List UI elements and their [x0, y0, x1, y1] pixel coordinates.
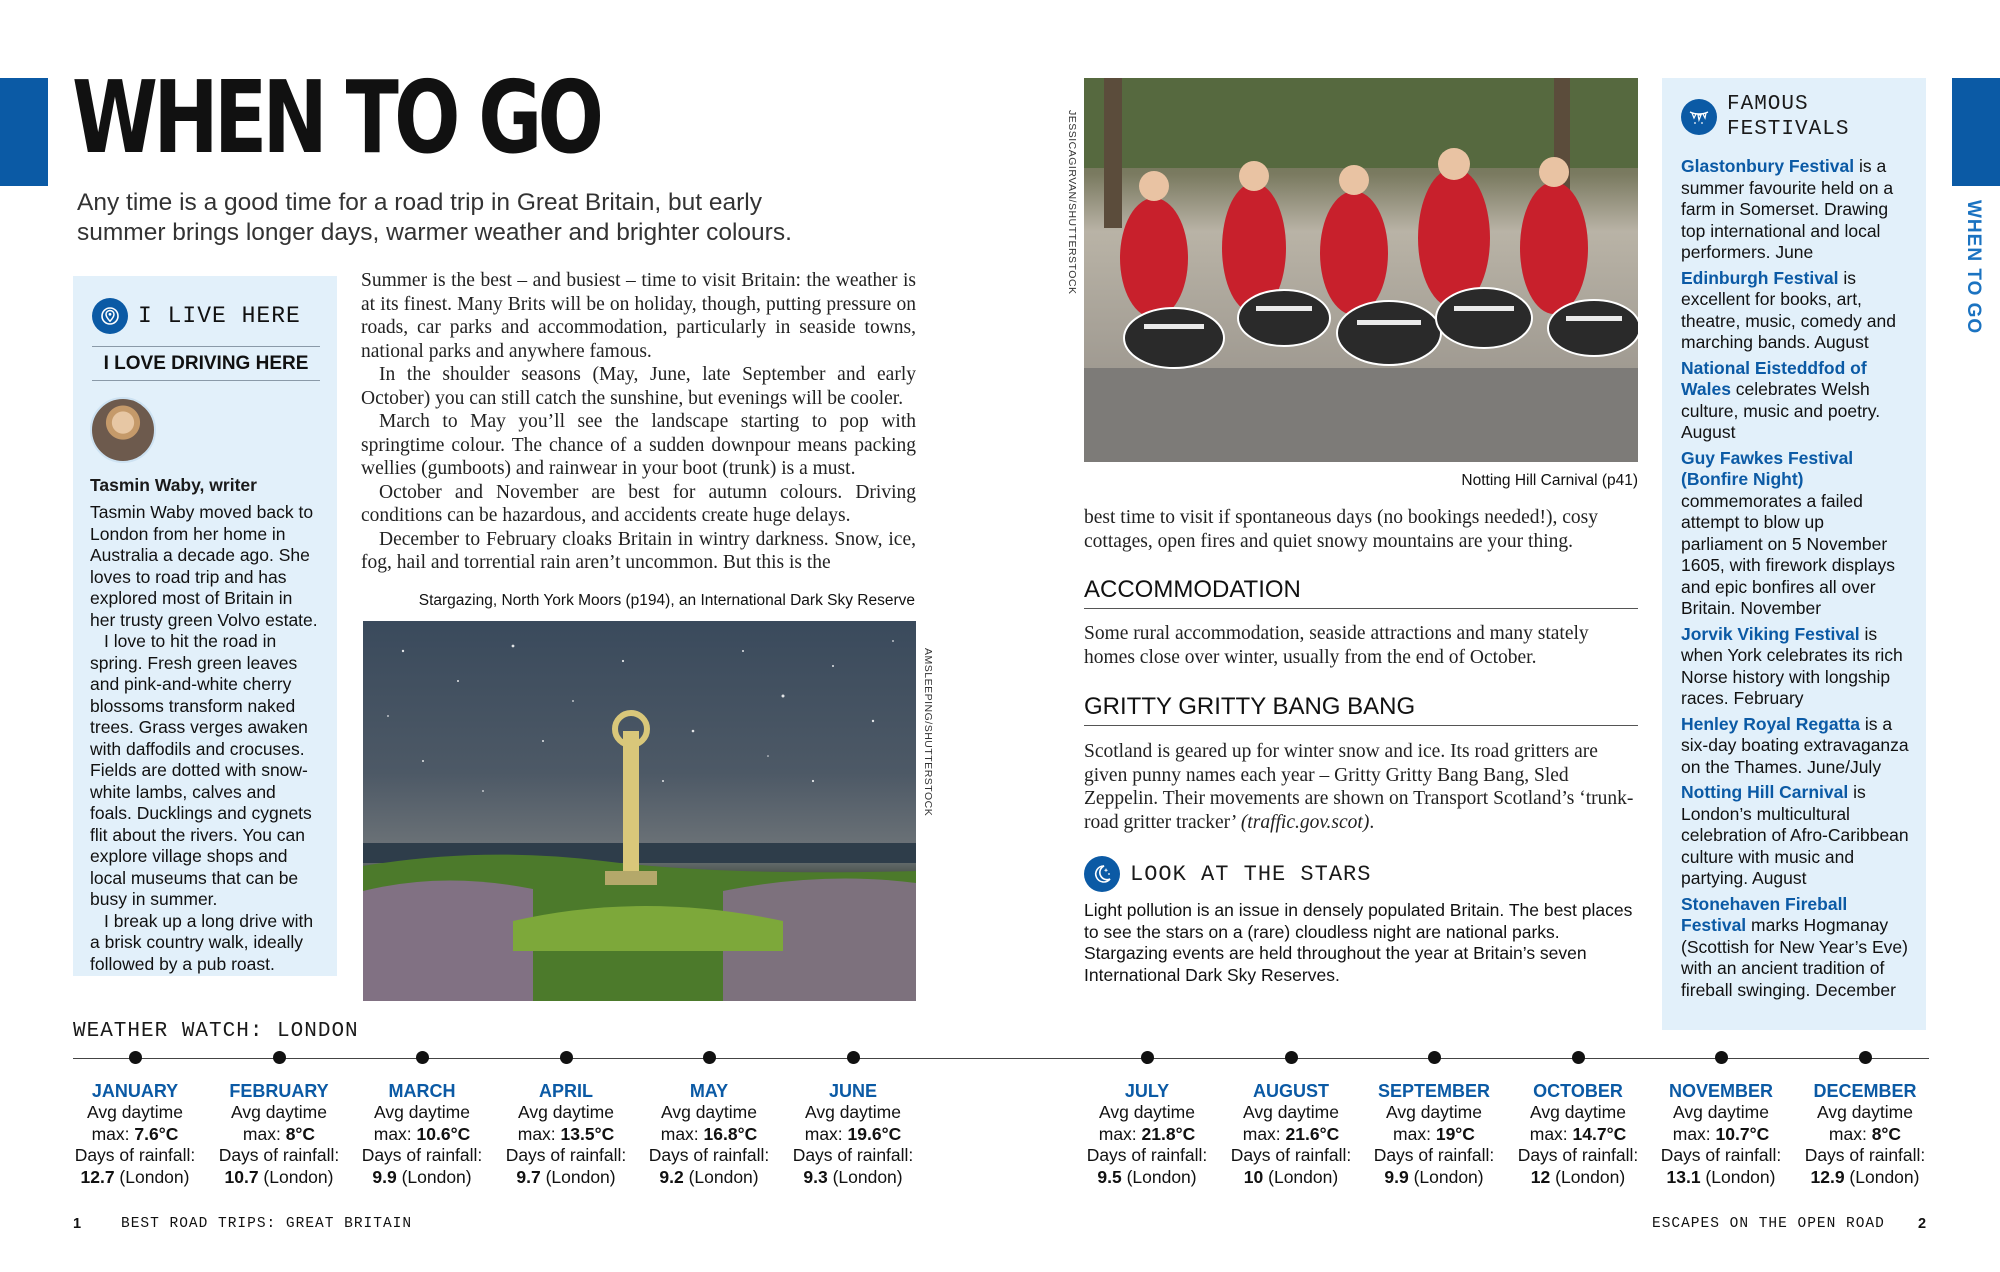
timeline-dot: [1428, 1051, 1441, 1064]
rainfall-label: Days of rainfall:: [648, 1145, 770, 1165]
rainfall-days: [209, 1167, 349, 1189]
gritty-link[interactable]: (traffic.gov.scot): [1240, 811, 1370, 833]
max-temperature: [1508, 1124, 1648, 1146]
max-temperature: [1651, 1124, 1791, 1146]
avg-daytime-label: Avg daytime: [231, 1102, 327, 1122]
max-label: max:: [660, 1123, 704, 1144]
max-value: 7.6°C: [134, 1123, 179, 1144]
look-at-the-stars-label: LOOK AT THE STARS: [1130, 861, 1372, 887]
rainfall-value: 12.9: [1810, 1166, 1845, 1187]
rainfall-days: [1795, 1167, 1935, 1189]
month-name: DECEMBER: [1813, 1081, 1917, 1101]
rainfall-label: Days of rainfall:: [218, 1145, 340, 1165]
max-value: 13.5°C: [560, 1123, 615, 1144]
avg-daytime-label: Avg daytime: [374, 1102, 470, 1122]
rainfall-value: 12.7: [80, 1166, 115, 1187]
rainfall-value: 9.7: [516, 1166, 541, 1187]
max-value: 8°C: [1871, 1123, 1902, 1144]
rainfall-suffix: (London): [1550, 1166, 1626, 1187]
right-running-foot: ESCAPES ON THE OPEN ROAD: [1652, 1216, 1885, 1232]
famous-festivals-line1: FAMOUS: [1727, 93, 1809, 116]
festival-description: commemorates a failed attempt to blow up parliament on 5 November 1605, with firework displays and epic bonfires all over Britain. November: [1681, 490, 1895, 618]
look-at-the-stars-header: [1084, 856, 1371, 892]
festival-name: Jorvik Viking Festival: [1681, 623, 1860, 644]
month-name: MARCH: [388, 1081, 456, 1101]
avg-daytime-label: Avg daytime: [1530, 1102, 1626, 1122]
rainfall-label: Days of rainfall:: [792, 1145, 914, 1165]
avg-daytime-label: Avg daytime: [1817, 1102, 1913, 1122]
rainfall-suffix: (London): [1121, 1166, 1197, 1187]
left-running-foot: BEST ROAD TRIPS: GREAT BRITAIN: [121, 1216, 413, 1232]
rainfall-suffix: (London): [683, 1166, 759, 1187]
month-march: [352, 1051, 492, 1188]
rainfall-days: [1508, 1167, 1648, 1189]
author-name: Tasmin Waby, writer: [90, 475, 257, 495]
month-name: AUGUST: [1253, 1081, 1329, 1101]
timeline-dot: [1859, 1051, 1872, 1064]
rainfall-label: Days of rainfall:: [1373, 1145, 1495, 1165]
i-live-here-header: [92, 298, 320, 334]
festival-item: [1681, 268, 1910, 354]
festival-name: Stonehaven Fireball Festival: [1681, 893, 1848, 935]
max-temperature: [783, 1124, 923, 1146]
moon-stars-icon: [1084, 856, 1120, 892]
timeline-dot: [703, 1051, 716, 1064]
month-december: [1795, 1051, 1935, 1188]
max-label: max:: [91, 1123, 135, 1144]
author-bio: [90, 502, 320, 975]
avg-daytime-label: Avg daytime: [805, 1102, 901, 1122]
rainfall-label: Days of rainfall:: [505, 1145, 627, 1165]
festival-name: Henley Royal Regatta: [1681, 713, 1860, 734]
article-paragraph: December to February cloaks Britain in wintry darkness. Snow, ice, fog, hail and torrential rain aren’t uncommon. But this is the: [361, 528, 916, 573]
rainfall-value: 12: [1530, 1166, 1551, 1187]
max-label: max:: [1529, 1123, 1573, 1144]
month-name: APRIL: [539, 1081, 593, 1101]
rainfall-suffix: (London): [1700, 1166, 1776, 1187]
avg-daytime-label: Avg daytime: [87, 1102, 183, 1122]
i-love-driving-subtitle: I LOVE DRIVING HERE: [92, 346, 320, 381]
rainfall-label: Days of rainfall:: [74, 1145, 196, 1165]
author-avatar: [90, 397, 156, 463]
carnival-photo-credit: JESSICAGIRVAN/SHUTTERSTOCK: [1066, 110, 1078, 295]
stargazing-photo-caption: Stargazing, North York Moors (p194), an International Dark Sky Reserve: [418, 592, 915, 609]
gritty-end: .: [1369, 811, 1375, 833]
festival-item: [1681, 156, 1910, 264]
month-name: SEPTEMBER: [1377, 1081, 1491, 1101]
avg-daytime-label: Avg daytime: [1386, 1102, 1482, 1122]
max-label: max:: [804, 1123, 848, 1144]
gritty-body: Scotland is geared up for winter snow and ice. Its road gritters are given punny names each year – Gritty Gritty Bang Bang, Sled Zeppelin. Their movements are shown on Transport Scotland’s ‘trunk-road gritter tracker’: [1084, 741, 1634, 833]
max-value: 21.8°C: [1141, 1123, 1196, 1144]
festival-item: [1681, 714, 1910, 779]
rainfall-suffix: (London): [258, 1166, 334, 1187]
max-temperature: [496, 1124, 636, 1146]
festival-name: Notting Hill Carnival: [1681, 782, 1849, 802]
intro-text: Any time is a good time for a road trip in Great Britain, but early summer brings longer days, warmer weather and brighter colours.: [77, 189, 792, 246]
max-label: max:: [1672, 1123, 1716, 1144]
rainfall-days: [496, 1167, 636, 1189]
rainfall-value: 9.9: [1384, 1166, 1409, 1187]
month-september: [1364, 1051, 1504, 1188]
famous-festivals-header: [1681, 92, 1910, 142]
accommodation-text: Some rural accommodation, seaside attractions and many stately homes close over winter, usually from the end of October.: [1084, 623, 1589, 668]
timeline-dot: [1141, 1051, 1154, 1064]
month-february: [209, 1051, 349, 1188]
stargazing-photo-credit: AMSLEEPING/SHUTTERSTOCK: [922, 648, 934, 817]
festival-flag-icon: [1681, 99, 1717, 135]
max-label: max:: [1828, 1123, 1872, 1144]
stargazing-photo: [363, 621, 916, 1001]
timeline-dot: [129, 1051, 142, 1064]
month-june: [783, 1051, 923, 1188]
max-temperature: [639, 1124, 779, 1146]
max-temperature: [1364, 1124, 1504, 1146]
famous-festivals-line2: FESTIVALS: [1727, 118, 1850, 141]
festival-name: Guy Fawkes Festival (Bonfire Night): [1681, 447, 1854, 489]
festival-description: is a summer favourite held on a farm in Somerset. Drawing top international and local performers. June: [1681, 156, 1894, 262]
timeline-dot: [560, 1051, 573, 1064]
rainfall-days: [1651, 1167, 1791, 1189]
max-temperature: [1077, 1124, 1217, 1146]
rainfall-value: 10.7: [224, 1166, 259, 1187]
rainfall-suffix: (London): [1408, 1166, 1484, 1187]
max-label: max:: [1098, 1123, 1142, 1144]
festival-description: marks Hogmanay (Scottish for New Year’s Eve) with an ancient tradition of fireball swinging. December: [1681, 915, 1908, 1000]
max-label: max:: [242, 1123, 286, 1144]
month-name: FEBRUARY: [229, 1081, 329, 1101]
rainfall-label: Days of rainfall:: [1230, 1145, 1352, 1165]
max-temperature: [352, 1124, 492, 1146]
rainfall-value: 9.5: [1097, 1166, 1122, 1187]
rainfall-days: [1221, 1167, 1361, 1189]
rainfall-days: [65, 1167, 205, 1189]
rainfall-suffix: (London): [114, 1166, 190, 1187]
timeline-dot: [847, 1051, 860, 1064]
rainfall-days: [1077, 1167, 1217, 1189]
timeline-dot: [1715, 1051, 1728, 1064]
festival-item: [1681, 624, 1910, 710]
avg-daytime-label: Avg daytime: [661, 1102, 757, 1122]
festival-description: is excellent for books, art, theatre, music, comedy and marching bands. August: [1681, 267, 1896, 352]
location-pin-icon: [92, 298, 128, 334]
month-november: [1651, 1051, 1791, 1188]
max-label: max:: [1393, 1123, 1436, 1144]
left-page-number: [73, 1216, 82, 1233]
left-page-number-value: 1: [73, 1216, 83, 1232]
max-temperature: [209, 1124, 349, 1146]
max-temperature: [65, 1124, 205, 1146]
rainfall-label: Days of rainfall:: [1086, 1145, 1208, 1165]
festival-item: [1681, 782, 1910, 890]
festival-item: [1681, 358, 1910, 444]
festival-name: Glastonbury Festival: [1681, 156, 1855, 176]
rainfall-label: Days of rainfall:: [1517, 1145, 1639, 1165]
article-paragraph: Summer is the best – and busiest – time to visit Britain: the weather is at its finest. Many Brits will be on holiday, though, putting pressure on roads, car parks and accommodation, particularly in seaside towns, national parks and anywhere famous.: [361, 270, 916, 362]
max-value: 8°C: [285, 1123, 316, 1144]
carnival-photo: [1084, 78, 1638, 462]
weather-watch-title: WEATHER WATCH: LONDON: [73, 1020, 359, 1043]
right-edge-tab: [1952, 78, 2000, 186]
main-article-text: [361, 269, 916, 575]
side-running-head: WHEN TO GO: [1963, 200, 1984, 335]
max-value: 14.7°C: [1572, 1123, 1627, 1144]
accommodation-heading: ACCOMMODATION: [1084, 576, 1638, 609]
max-value: 19.6°C: [847, 1123, 902, 1144]
bio-paragraph: Tasmin Waby moved back to London from her home in Australia a decade ago. She loves to road trip and has explored most of Britain in her trusty green Volvo estate.: [90, 502, 318, 630]
rainfall-value: 9.9: [372, 1166, 397, 1187]
avg-daytime-label: Avg daytime: [1673, 1102, 1769, 1122]
timeline-dot: [1285, 1051, 1298, 1064]
rainfall-suffix: (London): [827, 1166, 903, 1187]
max-value: 21.6°C: [1285, 1123, 1340, 1144]
carnival-photo-caption: Notting Hill Carnival (p41): [1461, 472, 1638, 489]
festival-name: Edinburgh Festival: [1681, 267, 1839, 288]
max-value: 16.8°C: [703, 1123, 758, 1144]
max-temperature: [1795, 1124, 1935, 1146]
festival-name: National Eisteddfod of Wales: [1681, 357, 1867, 399]
famous-festivals-box: [1662, 78, 1926, 1030]
festival-item: [1681, 894, 1910, 1002]
festival-description: is when York celebrates its rich Norse history with longship races. February: [1681, 623, 1903, 708]
right-page-number-value: 2: [1918, 1216, 1928, 1232]
rainfall-label: Days of rainfall:: [1660, 1145, 1782, 1165]
festival-list: [1681, 156, 1910, 1001]
article-paragraph: October and November are best for autumn colours. Driving conditions can be hazardous, and accidents create huge delays.: [361, 481, 916, 526]
right-page-number: [1918, 1216, 1927, 1233]
festival-description: is a six-day boating extravaganza on the Thames. June/July: [1681, 713, 1909, 777]
rainfall-label: Days of rainfall:: [361, 1145, 483, 1165]
month-april: [496, 1051, 636, 1188]
left-edge-tab: [0, 78, 48, 186]
timeline-dot: [416, 1051, 429, 1064]
bio-paragraph: I break up a long drive with a brisk country walk, ideally followed by a pub roast.: [90, 910, 314, 974]
rainfall-suffix: (London): [1263, 1166, 1339, 1187]
max-value: 19°C: [1435, 1123, 1475, 1144]
rainfall-value: 9.3: [803, 1166, 828, 1187]
gritty-text: [1084, 740, 1638, 834]
rainfall-value: 13.1: [1666, 1166, 1701, 1187]
rainfall-suffix: (London): [540, 1166, 616, 1187]
month-october: [1508, 1051, 1648, 1188]
article-paragraph: March to May you’ll see the landscape starting to pop with springtime colour. The chance of a sudden downpour means packing wellies (gumboots) and rainwear in your boot (trunk) is a must.: [361, 411, 916, 479]
rainfall-days: [639, 1167, 779, 1189]
rainfall-value: 9.2: [659, 1166, 684, 1187]
article-paragraph: In the shoulder seasons (May, June, late September and early October) you can still catch the sunshine, but evenings will be cooler.: [361, 364, 916, 409]
article-continuation: best time to visit if spontaneous days (no bookings needed!), cosy cottages, open fires and quiet snowy mountains are your thing.: [1084, 507, 1598, 552]
month-january: [65, 1051, 205, 1188]
max-label: max:: [1242, 1123, 1286, 1144]
max-label: max:: [373, 1123, 417, 1144]
avg-daytime-label: Avg daytime: [518, 1102, 614, 1122]
page-title: WHEN TO GO: [72, 59, 600, 176]
max-label: max:: [517, 1123, 561, 1144]
month-name: JANUARY: [91, 1081, 179, 1101]
max-value: 10.6°C: [416, 1123, 471, 1144]
month-name: JULY: [1124, 1081, 1170, 1101]
max-value: 10.7°C: [1715, 1123, 1770, 1144]
festival-description: is London’s multicultural celebration of Afro-Caribbean culture with music and partying. August: [1681, 782, 1909, 888]
month-name: NOVEMBER: [1668, 1081, 1773, 1101]
rainfall-suffix: (London): [396, 1166, 472, 1187]
rainfall-days: [783, 1167, 923, 1189]
month-name: MAY: [689, 1081, 729, 1101]
timeline-dot: [1572, 1051, 1585, 1064]
bio-paragraph: I love to hit the road in spring. Fresh green leaves and pink-and-white cherry blossoms transform naked trees. Grass verges awaken with daffodils and crocuses. Fields are dotted with snow-white lambs, calves and foals. Ducklings and cygnets flit about the rivers. You can explore village shops and local museums that can be busy in summer.: [90, 631, 312, 909]
i-live-here-label: I LIVE HERE: [138, 303, 301, 329]
famous-festivals-label: [1727, 92, 1849, 142]
festival-item: [1681, 448, 1910, 620]
timeline-dot: [273, 1051, 286, 1064]
rainfall-days: [1364, 1167, 1504, 1189]
rainfall-days: [352, 1167, 492, 1189]
rainfall-value: 10: [1243, 1166, 1264, 1187]
festival-description: celebrates Welsh culture, music and poetry. August: [1681, 379, 1881, 442]
month-name: JUNE: [828, 1081, 877, 1101]
rainfall-label: Days of rainfall:: [1804, 1145, 1926, 1165]
rainfall-suffix: (London): [1844, 1166, 1920, 1187]
month-august: [1221, 1051, 1361, 1188]
avg-daytime-label: Avg daytime: [1243, 1102, 1339, 1122]
look-at-the-stars-text: Light pollution is an issue in densely populated Britain. The best places to see the stars on a (rare) cloudless night are national parks. Stargazing events are held throughout the year at Britain’s seven International Dark Sky Reserves.: [1084, 900, 1633, 985]
month-may: [639, 1051, 779, 1188]
avg-daytime-label: Avg daytime: [1099, 1102, 1195, 1122]
month-july: [1077, 1051, 1217, 1188]
i-live-here-box: [73, 276, 337, 976]
gritty-heading: GRITTY GRITTY BANG BANG: [1084, 693, 1638, 726]
month-name: OCTOBER: [1533, 1081, 1623, 1101]
max-temperature: [1221, 1124, 1361, 1146]
